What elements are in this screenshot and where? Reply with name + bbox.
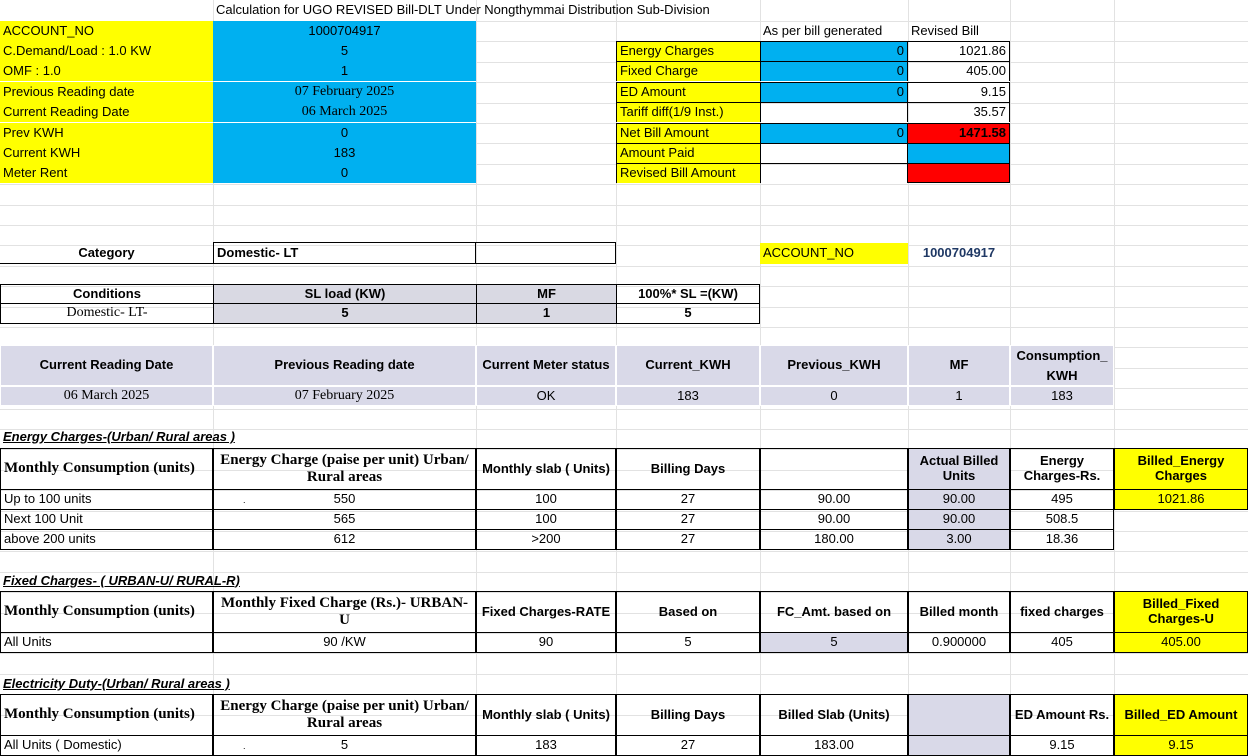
readings-value[interactable]: OK	[476, 386, 616, 406]
readings-value[interactable]: 06 March 2025	[0, 386, 213, 406]
energy-cell[interactable]: 100	[476, 510, 616, 530]
fixed-cell[interactable]: 5	[616, 633, 760, 653]
summary-label: Amount Paid	[616, 143, 760, 163]
left-value[interactable]: 1	[213, 61, 476, 81]
gridline-h	[0, 225, 1248, 226]
summary-revised[interactable]: 35.57	[908, 102, 1010, 122]
ed-header: ED Amount Rs.	[1010, 694, 1114, 736]
conditions-value[interactable]: 5	[213, 304, 476, 324]
readings-value[interactable]: 183	[1010, 386, 1114, 406]
summary-label: Net Bill Amount	[616, 123, 760, 143]
readings-header: Previous Reading date	[213, 345, 476, 386]
left-label: Previous Reading date	[0, 82, 213, 102]
fixed-header: Billed_Fixed Charges-U	[1114, 591, 1248, 633]
energy-cell[interactable]: 27	[616, 490, 760, 510]
energy-cell[interactable]: 90.00	[760, 510, 908, 530]
fixed-cell[interactable]: 405	[1010, 633, 1114, 653]
ed-header: Monthly slab ( Units)	[476, 694, 616, 736]
readings-header: Consumption_KWH	[1010, 345, 1114, 386]
conditions-header: MF	[476, 284, 616, 304]
energy-cell[interactable]: 18.36	[1010, 530, 1114, 550]
summary-revised[interactable]	[908, 143, 1010, 163]
left-value[interactable]: 183	[213, 143, 476, 163]
readings-value[interactable]: 07 February 2025	[213, 386, 476, 406]
readings-header: Current Meter status	[476, 345, 616, 386]
left-label: Prev KWH	[0, 123, 213, 143]
energy-header: Energy Charge (paise per unit) Urban/ Rural areas	[213, 448, 476, 490]
energy-cell[interactable]: 180.00	[760, 530, 908, 550]
sheet-title: Calculation for UGO REVISED Bill-DLT Under Nongthymmai Distribution Sub-Division	[216, 2, 710, 18]
summary-revised[interactable]: 405.00	[908, 61, 1010, 81]
ed-cell[interactable]: 183.00	[760, 736, 908, 756]
ed-cell[interactable]	[908, 736, 1010, 756]
energy-cell[interactable]: 90.00	[908, 490, 1010, 510]
left-label: Meter Rent	[0, 163, 213, 183]
summary-revised[interactable]: 1471.58	[908, 123, 1010, 143]
left-value[interactable]: 5	[213, 41, 476, 61]
energy-header: Actual Billed Units	[908, 448, 1010, 490]
left-value[interactable]: 07 February 2025	[213, 82, 476, 102]
fixed-cell[interactable]: 0.900000	[908, 633, 1010, 653]
left-label: OMF : 1.0	[0, 61, 213, 81]
summary-generated[interactable]: 0	[760, 82, 908, 102]
fixed-cell[interactable]: 405.00	[1114, 633, 1248, 653]
header-revised-bill: Revised Bill	[911, 22, 979, 38]
energy-cell[interactable]: 90.00	[908, 510, 1010, 530]
fixed-header: Monthly Consumption (units)	[0, 591, 213, 633]
energy-cell[interactable]: 3.00	[908, 530, 1010, 550]
summary-generated[interactable]	[760, 102, 908, 122]
ed-cell[interactable]: 5	[213, 736, 476, 756]
summary-revised[interactable]	[908, 163, 1010, 183]
gridline-h	[0, 551, 1248, 552]
ed-header: Monthly Consumption (units)	[0, 694, 213, 736]
energy-cell[interactable]: 27	[616, 510, 760, 530]
conditions-value[interactable]: 5	[616, 304, 760, 324]
energy-section-title: Energy Charges-(Urban/ Rural areas )	[3, 429, 235, 445]
energy-cell[interactable]: 612	[213, 530, 476, 550]
energy-cell[interactable]: 565	[213, 510, 476, 530]
readings-value[interactable]: 0	[760, 386, 908, 406]
gridline-h	[0, 409, 1248, 410]
left-label: Current KWH	[0, 143, 213, 163]
summary-generated[interactable]: 0	[760, 41, 908, 61]
left-label: Current Reading Date	[0, 102, 213, 122]
readings-header: MF	[908, 345, 1010, 386]
energy-cell[interactable]: above 200 units	[0, 530, 213, 550]
ed-header: Billed Slab (Units)	[760, 694, 908, 736]
energy-cell[interactable]: Next 100 Unit	[0, 510, 213, 530]
energy-cell[interactable]: 550	[213, 490, 476, 510]
ed-header: Billed_ED Amount	[1114, 694, 1248, 736]
fixed-header: Billed month	[908, 591, 1010, 633]
left-value[interactable]: 1000704917	[213, 21, 476, 41]
summary-label: Fixed Charge	[616, 61, 760, 81]
fixed-header: FC_Amt. based on	[760, 591, 908, 633]
summary-generated[interactable]: 0	[760, 123, 908, 143]
billed-energy-value[interactable]: 1021.86	[1114, 490, 1248, 510]
ed-cell[interactable]: 9.15	[1010, 736, 1114, 756]
ed-cell[interactable]: 27	[616, 736, 760, 756]
energy-header: Energy Charges-Rs.	[1010, 448, 1114, 490]
ed-header	[908, 694, 1010, 736]
ed-cell[interactable]: All Units ( Domestic)	[0, 736, 213, 756]
fixed-cell[interactable]: All Units	[0, 633, 213, 653]
conditions-value[interactable]: Domestic- LT-	[0, 304, 213, 324]
energy-dot: .	[243, 494, 246, 505]
fixed-header: Fixed Charges-RATE	[476, 591, 616, 633]
ed-section-title: Electricity Duty-(Urban/ Rural areas )	[3, 676, 230, 692]
energy-cell[interactable]: >200	[476, 530, 616, 550]
readings-header: Current_KWH	[616, 345, 760, 386]
readings-header: Previous_KWH	[760, 345, 908, 386]
readings-value[interactable]: 1	[908, 386, 1010, 406]
energy-cell[interactable]: Up to 100 units	[0, 490, 213, 510]
gridline-h	[0, 184, 1248, 185]
readings-value[interactable]: 183	[616, 386, 760, 406]
readings-header: Current Reading Date	[0, 345, 213, 386]
fixed-header: Based on	[616, 591, 760, 633]
left-value[interactable]: 0	[213, 163, 476, 183]
gridline-h	[0, 205, 1248, 206]
left-label: C.Demand/Load : 1.0 KW	[0, 41, 213, 61]
left-label: ACCOUNT_NO	[0, 21, 213, 41]
fixed-cell[interactable]: 90	[476, 633, 616, 653]
ed-cell[interactable]: 183	[476, 736, 616, 756]
category-label: Category	[0, 243, 213, 264]
ed-header: Billing Days	[616, 694, 760, 736]
fixed-cell[interactable]: 90 /KW	[213, 633, 476, 653]
energy-header: Monthly Consumption (units)	[0, 448, 213, 490]
fixed-section-title: Fixed Charges- ( URBAN-U/ RURAL-R)	[3, 572, 240, 588]
header-as-per-bill: As per bill generated	[763, 22, 883, 38]
summary-label: Revised Bill Amount	[616, 163, 760, 183]
conditions-header: Conditions	[0, 284, 213, 304]
ed-dot: .	[243, 740, 246, 751]
fixed-header: Monthly Fixed Charge (Rs.)- URBAN-U	[213, 591, 476, 633]
category-value[interactable]: Domestic- LT	[213, 242, 476, 264]
energy-cell[interactable]: 508.5	[1010, 510, 1114, 530]
gridline-h	[0, 266, 1248, 267]
ed-cell[interactable]: 9.15	[1114, 736, 1248, 756]
energy-header: Billed_Energy Charges	[1114, 448, 1248, 490]
conditions-header: 100%* SL =(KW)	[616, 284, 760, 304]
gridline-h	[0, 653, 1248, 654]
summary-generated[interactable]	[760, 163, 908, 183]
left-value[interactable]: 0	[213, 123, 476, 143]
energy-cell[interactable]: 27	[616, 530, 760, 550]
summary-label: Energy Charges	[616, 41, 760, 61]
energy-cell[interactable]: 90.00	[760, 490, 908, 510]
summary-generated[interactable]	[760, 143, 908, 163]
energy-cell[interactable]: 100	[476, 490, 616, 510]
fixed-header: fixed charges	[1010, 591, 1114, 633]
energy-header: Billing Days	[616, 448, 760, 490]
fixed-cell[interactable]: 5	[760, 633, 908, 653]
account-box-value[interactable]: 1000704917	[922, 245, 996, 261]
conditions-header: SL load (KW)	[213, 284, 476, 304]
summary-revised[interactable]: 9.15	[908, 82, 1010, 102]
conditions-value[interactable]: 1	[476, 304, 616, 324]
left-value[interactable]: 06 March 2025	[213, 102, 476, 122]
ed-header: Energy Charge (paise per unit) Urban/ Rural areas	[213, 694, 476, 736]
energy-header	[760, 448, 908, 490]
summary-label: Tariff diff(1/9 Inst.)	[616, 102, 760, 122]
energy-cell[interactable]: 495	[1010, 490, 1114, 510]
gridline-h	[0, 327, 1248, 328]
summary-revised[interactable]: 1021.86	[908, 41, 1010, 61]
summary-generated[interactable]: 0	[760, 61, 908, 81]
category-empty-cell[interactable]	[475, 242, 616, 264]
account-box-label: ACCOUNT_NO	[760, 243, 908, 264]
energy-header: Monthly slab ( Units)	[476, 448, 616, 490]
summary-label: ED Amount	[616, 82, 760, 102]
